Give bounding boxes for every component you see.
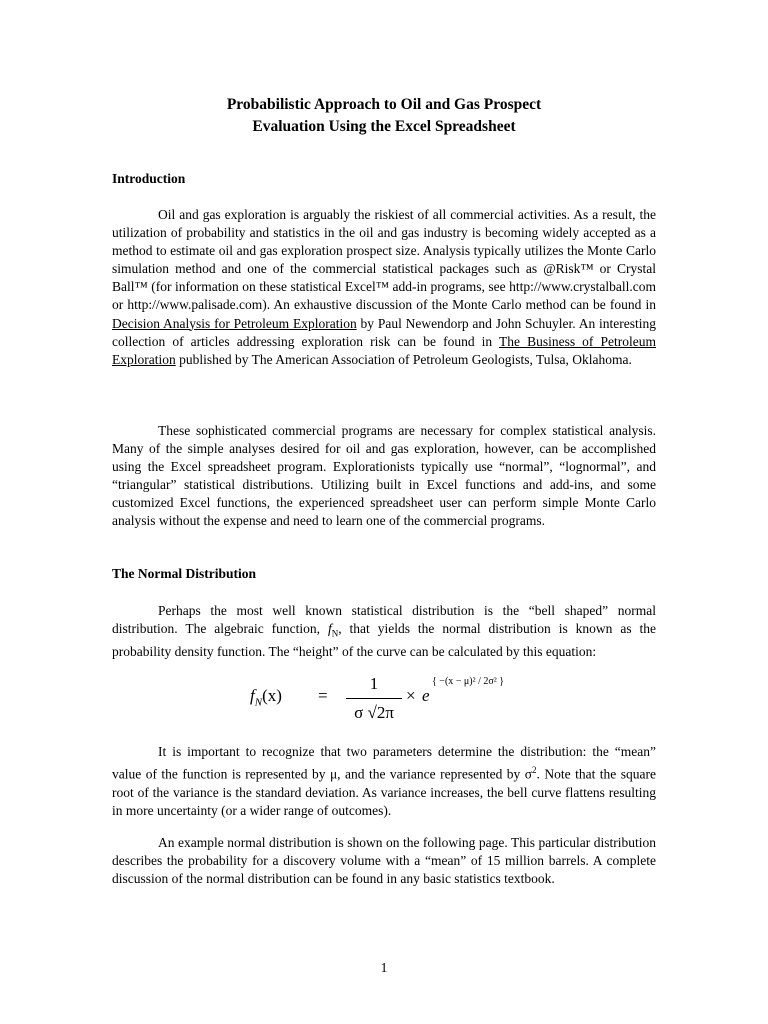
business-of-petroleum-title: The Business of Petroleum Exploration bbox=[112, 333, 657, 367]
equation-numerator: 1 bbox=[369, 674, 379, 693]
equation-times: × bbox=[406, 686, 416, 705]
normal-p2-text-b: . Note that the square root of the variance is the standard deviation. As variance increases, the bell curve flattens resulting in more uncertainty (or a wider range of outcomes). bbox=[112, 766, 656, 818]
normal-p1-sub: N bbox=[331, 628, 339, 639]
normal-p1-text-a: Perhaps the most well known statistical distribution is the “bell shaped” normal distribution. The algebraic function, bbox=[112, 603, 656, 637]
introduction-heading: Introduction bbox=[112, 171, 186, 186]
equation-exponent: { −(x − μ)² / 2σ² } bbox=[432, 676, 505, 687]
normal-p3-text: An example normal distribution is shown on the following page. This particular distribution describes the probability for a discovery volume with a “mean” of 15 million barrels. A complete discussion of the normal distribution can be found in any basic statistics textbook. bbox=[112, 835, 656, 887]
intro-paragraph-2 bbox=[112, 422, 656, 531]
normal-p2-sup: 2 bbox=[532, 765, 537, 776]
equation-fraction bbox=[346, 672, 402, 725]
intro-paragraph-1 bbox=[112, 206, 656, 369]
decision-analysis-title: Decision Analysis for Petroleum Exploration bbox=[112, 315, 357, 331]
title-line-2: Evaluation Using the Excel Spreadsheet bbox=[252, 118, 516, 135]
normal-paragraph-3 bbox=[112, 834, 656, 888]
fraction-bar bbox=[346, 698, 402, 699]
equation-lhs: $f_N(x)$ bbox=[250, 686, 282, 709]
normal-paragraph-2 bbox=[112, 743, 656, 820]
intro-p1-text-c: published by The American Association of Petroleum Geologists, Tulsa, Oklahoma. bbox=[175, 351, 632, 367]
normal-pdf-equation bbox=[250, 672, 550, 736]
document-title bbox=[0, 94, 768, 138]
page-number: 1 bbox=[380, 960, 388, 975]
normal-distribution-heading: The Normal Distribution bbox=[112, 566, 257, 581]
intro-p1-text-b: by Paul Newendorp and John Schuyler. An interesting collection of articles addressing exploration risk can be found in bbox=[112, 315, 656, 349]
equation-equals: = bbox=[318, 686, 328, 705]
equation-denominator: σ √2π bbox=[354, 703, 394, 722]
intro-p2-text: These sophisticated commercial programs are necessary for complex statistical analysis. Many of the simple analyses desired for oil and gas exploration, however, can be accomplished using the Excel spreadsheet program. Explorationists typically use “normal”, “lognormal”, and “triangular” statistical distributions. Utilizing built in Excel functions and add-ins, and some customized Excel functions, the experienced spreadsheet user can perform simple Monte Carlo analysis without the expense and need to learn one of the commercial programs. bbox=[112, 423, 656, 529]
normal-p2-text-a: It is important to recognize that two parameters determine the distribution: the “mean” value of the function is represented by μ, and the variance represented by σ bbox=[112, 744, 656, 782]
normal-paragraph-1 bbox=[112, 602, 656, 661]
normal-p1-text-b: , that yields the normal distribution is known as the probability density function. The “height” of the curve can be calculated by this equation: bbox=[112, 621, 656, 659]
equation-base: e bbox=[422, 686, 430, 705]
normal-p1-func: f bbox=[327, 621, 332, 637]
title-line-1: Probabilistic Approach to Oil and Gas Prospect bbox=[226, 96, 542, 113]
intro-p1-text-a: Oil and gas exploration is arguably the riskiest of all commercial activities. As a result, the utilization of probability and statistics in the oil and gas industry is becoming widely accepted as a method to estimate oil and gas exploration prospect size. Analysis typically utilizes the Monte Carlo simulation method and one of the commercial statistical packages such as @Risk™ or Crystal Ball™ (for information on these statistical Excel™ add-in programs, see http://www.crystalball.com or http://www.palisade.com). An exhaustive discussion of the Monte Carlo method can be found in bbox=[112, 207, 656, 313]
